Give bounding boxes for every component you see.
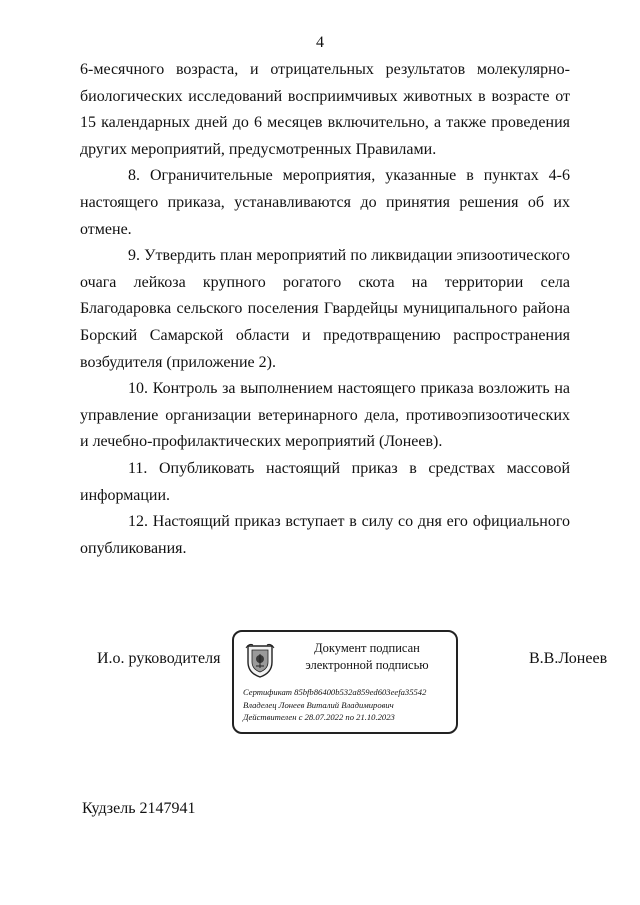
stamp-details [243, 686, 455, 724]
stamp-validity: Действителен с 28.07.2022 по 21.10.2023 [243, 712, 395, 722]
paragraph-12: 12. Настоящий приказ вступает в силу со дня его официального опубликования. [80, 513, 570, 557]
executor-note: Кудзель 2147941 [82, 800, 196, 817]
stamp-title-line-1: Документ подписан [314, 641, 420, 655]
paragraph-9: 9. Утвердить план мероприятий по ликвидации эпизоотического очага лейкоза крупного рогатого скота на территории села Благодаровка сельского поселения Гвардейцы муниципального района Борский Самарской области и предотвращению распространения возбудителя (приложение 2). [80, 247, 570, 371]
page-number: 4 [316, 34, 324, 51]
stamp-certificate: Сертификат 85bfb86400b532a859ed603eefa35542 [243, 687, 427, 697]
stamp-title-line-2: электронной подписью [305, 658, 429, 672]
paragraph-11: 11. Опубликовать настоящий приказ в средствах массовой информации. [80, 459, 570, 504]
electronic-signature-stamp [232, 630, 458, 734]
document-body [80, 57, 570, 562]
signer-title: И.о. руководителя [97, 650, 221, 667]
paragraph-8: 8. Ограничительные мероприятия, указанные в пунктах 4-6 настоящего приказа, устанавливаются до принятия решения об их отмене. [80, 167, 570, 238]
stamp-title [282, 640, 452, 674]
stamp-owner: Владелец Лонеев Виталий Владимирович [243, 699, 394, 710]
coat-of-arms-icon [245, 642, 275, 678]
paragraph-10: 10. Контроль за выполнением настоящего приказа возложить на управление организации ветеринарного дела, противоэпизоотических и лечебно-профилактических мероприятий (Лонеев). [80, 380, 570, 451]
paragraph-continuation: 6-месячного возраста, и отрицательных результатов молекулярно-биологических исследований восприимчивых животных в возрасте от 15 календарных дней до 6 месяцев включительно, а также проведения других мероприятий, предусмотренных Правилами. [80, 61, 570, 158]
signer-name: В.В.Лонеев [529, 650, 608, 667]
